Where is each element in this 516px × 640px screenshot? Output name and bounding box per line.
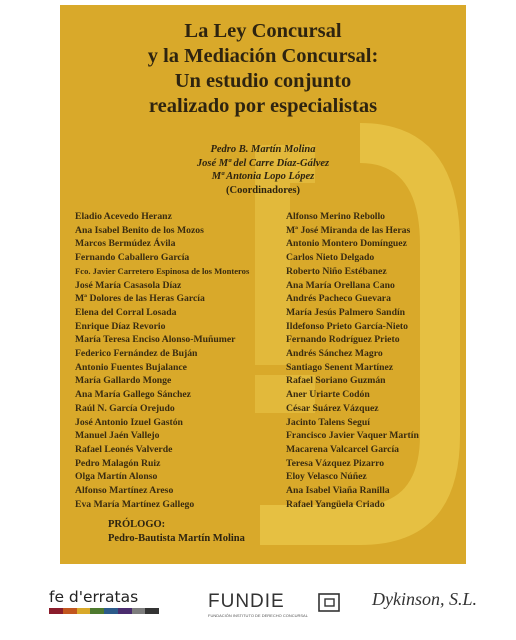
author-name: Ana María Gallego Sánchez	[75, 389, 191, 401]
author-name: Teresa Vázquez Pizarro	[286, 457, 385, 469]
title-line: La Ley Concursal	[184, 20, 342, 42]
prologue-block	[108, 518, 245, 546]
fe-derratas-stripes	[49, 608, 159, 614]
author-name: Francisco Javier Vaquer Martín	[286, 430, 419, 442]
author-name: Rafael Yangüela Criado	[286, 498, 385, 510]
author-name: César Suárez Vázquez	[286, 402, 379, 414]
prologue-label: PRÓLOGO:	[108, 519, 166, 530]
author-name: Ildefonso Prieto García-Nieto	[286, 320, 408, 332]
author-name: Ana Isabel Viaña Ranilla	[286, 485, 390, 497]
author-name: María Teresa Enciso Alonso-Muñumer	[75, 334, 236, 346]
author-name: Eloy Velasco Núñez	[286, 471, 367, 483]
authors-list-left	[75, 210, 249, 511]
author-name: Manuel Jaén Vallejo	[75, 430, 160, 442]
author-name: María Jesús Palmero Sandín	[286, 306, 406, 318]
title-line: realizado por especialistas	[148, 95, 378, 117]
author-name: Alfonso Martínez Areso	[75, 485, 174, 497]
author-name: Fernando Rodríguez Prieto	[286, 334, 400, 346]
coordinator-name: Pedro B. Martín Molina	[210, 144, 316, 155]
fundie-emblem-icon	[318, 593, 342, 613]
author-name: Mª Dolores de las Heras García	[75, 293, 205, 305]
coordinator-name: José Mª del Carre Díaz-Gálvez	[196, 157, 330, 169]
author-name: José Antonio Izuel Gastón	[75, 416, 183, 428]
coordinator-name: Mª Antonia Lopo López	[211, 171, 315, 182]
author-name: Antonio Montero Domínguez	[286, 238, 407, 250]
title-line: Un estudio conjunto	[174, 70, 352, 92]
authors-list-right	[286, 210, 419, 511]
author-name: Rafael Leonés Valverde	[75, 443, 173, 455]
author-name: Andrés Pacheco Guevara	[286, 293, 391, 305]
fundie-logo	[208, 591, 308, 618]
author-name: Fco. Javier Carretero Espinosa de los Monteros	[75, 265, 250, 276]
author-name: Alfonso Merino Rebollo	[286, 211, 386, 222]
fundie-subtitle: FUNDACIÓN INSTITUTO DE DERECHO CONCURSAL	[208, 613, 308, 618]
author-name: Santiago Senent Martínez	[286, 361, 394, 373]
dykinson-logo: Dykinson, S.L.	[372, 589, 477, 609]
author-name: Mª José Miranda de las Heras	[286, 224, 411, 236]
book-title	[60, 19, 466, 119]
coordinators-block	[60, 143, 466, 197]
author-name: Carlos Nieto Delgado	[286, 252, 375, 264]
author-name: Fernando Caballero García	[75, 252, 190, 264]
author-name: Roberto Niño Estébanez	[286, 265, 387, 277]
author-name: José María Casasola Díaz	[75, 279, 182, 291]
author-name: Federico Fernández de Buján	[75, 348, 198, 360]
author-name: María Gallardo Monge	[75, 375, 172, 387]
title-line: y la Mediación Concursal:	[147, 45, 379, 67]
fe-derratas-logo: fe d'erratas	[49, 588, 139, 606]
author-name: Macarena Valcarcel García	[286, 443, 399, 455]
prologue-author: Pedro-Bautista Martín Molina	[108, 533, 245, 544]
author-name: Aner Uriarte Codón	[286, 389, 370, 401]
book-cover	[60, 5, 466, 564]
author-name: Ana Isabel Benito de los Mozos	[75, 224, 204, 236]
author-name: Elena del Corral Losada	[75, 306, 177, 318]
author-name: Marcos Bermúdez Ávila	[75, 238, 176, 250]
author-name: Ana María Orellana Cano	[286, 279, 395, 291]
author-name: Pedro Malagón Ruiz	[75, 457, 161, 469]
author-name: Rafael Soriano Guzmán	[286, 375, 386, 387]
author-name: Eva María Martínez Gallego	[75, 498, 195, 510]
author-name: Andrés Sánchez Magro	[286, 348, 383, 360]
author-name: Raúl N. García Orejudo	[75, 402, 175, 414]
author-name: Eladio Acevedo Heranz	[75, 211, 172, 222]
author-name: Jacinto Talens Seguí	[286, 416, 370, 428]
author-name: Olga Martín Alonso	[75, 471, 158, 483]
author-name: Enrique Díaz Revorio	[75, 320, 166, 332]
coordinators-role: (Coordinadores)	[226, 184, 300, 196]
fundie-wordmark: FUNDIE	[208, 591, 285, 612]
author-name: Antonio Fuentes Bujalance	[75, 361, 187, 373]
